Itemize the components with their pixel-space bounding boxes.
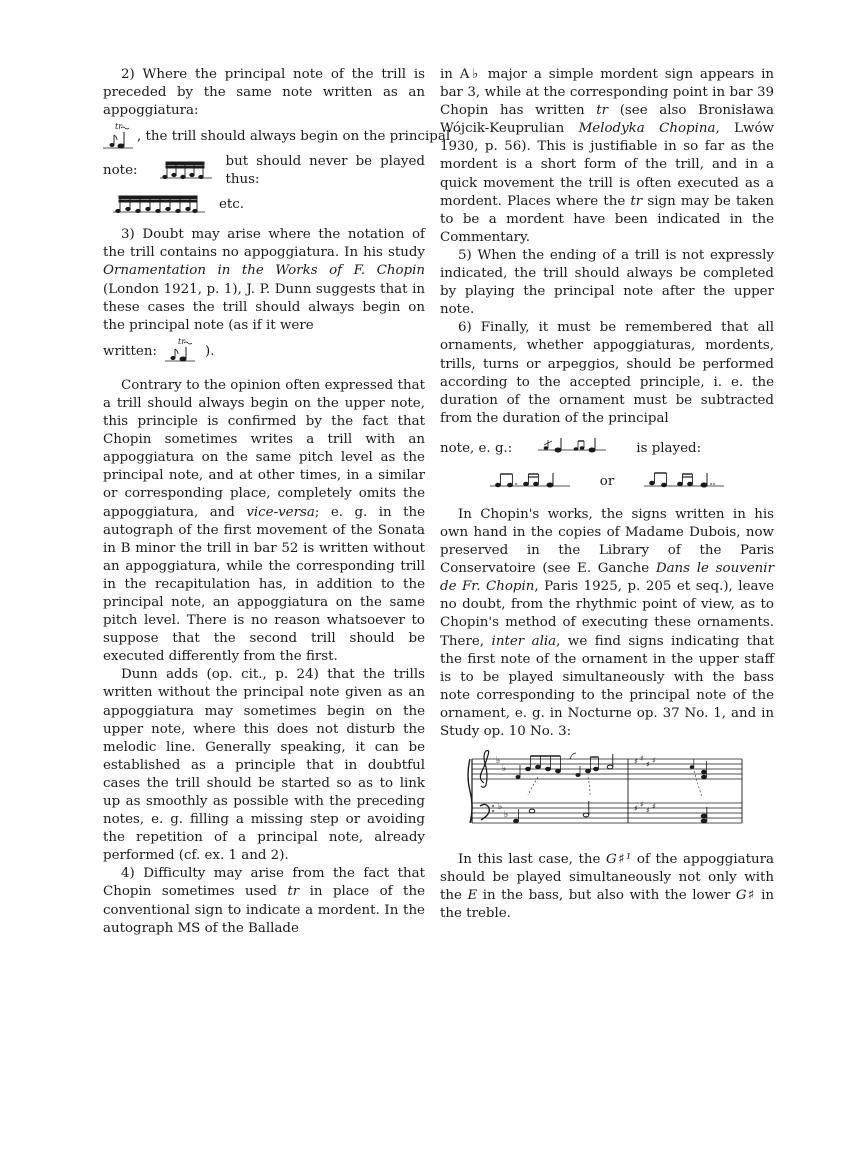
example-2-row xyxy=(103,154,425,188)
paragraph-8-text-b: of the appoggiatura should be played simultaneously not only with the xyxy=(440,852,775,904)
example-4-row xyxy=(103,335,425,369)
tr-sign: tr xyxy=(287,884,300,900)
principal-note-trill-icon xyxy=(165,337,195,367)
execution-example-1-icon xyxy=(490,470,570,494)
correct-trill-execution-icon xyxy=(160,158,212,184)
svg-text:♯: ♯ xyxy=(634,757,638,767)
svg-text:♯: ♯ xyxy=(652,802,656,812)
paragraph-2-intro: 2) Where the principal note of the trill is preceded by the same note written as an appoggiatura: xyxy=(103,67,425,119)
is-played-label: is played: xyxy=(636,440,702,456)
paragraph-7-text-a: In Chopin's works, the signs written in his own hand in the copies of Madame Dubois, now preserved in the Library of the Paris Conservatoire (see E. Ganche xyxy=(440,506,774,577)
execution-example-2-icon xyxy=(644,470,724,494)
svg-text:♭: ♭ xyxy=(504,810,509,821)
vice-versa-term: vice-versa xyxy=(246,504,315,520)
paragraph-3-text-b: (London 1921, p. 1), J. P. Dunn suggests that in these cases the trill should always begin on the principal note (as if it were xyxy=(103,281,425,333)
paragraph-dunn: Dunn adds (op. cit., p. 24) that the trills written without the principal note given as an appoggiatura may sometimes begin on the upper note, where this does not disturb the melodic line. Generally speaking, it can be established as a principle that in doubtful cases the trill should be started so as to link up as smoothly as possible with the preceding notes, e. g. filling a missing step or avoiding the repetition of a principal note, already performed (cf. ex. 1 and 2). xyxy=(103,667,425,864)
paragraph-7-text-b: , Paris 1925, p. 205 et seq.), leave no doubt, from the rhythmic point of view, as to Chopin's method of executing these ornaments. There, xyxy=(440,579,774,649)
svg-text:♭: ♭ xyxy=(498,802,503,813)
paragraph-8-text-c: in the bass, but also with the lower xyxy=(477,888,736,904)
svg-text:♯: ♯ xyxy=(646,806,650,816)
svg-text:♯: ♯ xyxy=(634,804,638,814)
g-sharp-note: G♯¹ xyxy=(606,852,632,868)
paragraph-contrary-text-b: ; e. g. in the autograph of the first movement of the Sonata in B minor the trill in bar 52 is written without an appoggiatura, while the corresponding trill in the recapitulation has, in addition to the principal note, an appoggiatura on the same pitch level. There is no reason whatsoever to suppose that the second trill should be executed differently from the first. xyxy=(103,504,425,665)
paragraph-4-continued xyxy=(440,66,774,247)
paragraph-4c-text-a: in A♭ major a simple mordent sign appears in bar 3, while at the corresponding point in bar 39 Chopin has written xyxy=(440,67,774,119)
paragraph-2-but: but should never be played thus: xyxy=(225,154,425,188)
music-score-example xyxy=(440,751,774,835)
etc-label: etc. xyxy=(219,197,245,213)
paragraph-4c-text-c: , Lwów 1930, p. 56). This is justifiable in so far as the mordent is a short form of the trill, and in a quick movement the trill is often executed as a mordent. Places where the xyxy=(440,121,774,209)
example-ornament-row xyxy=(440,432,774,466)
paragraph-5: 5) When the ending of a trill is not expressly indicated, the trill should always be completed by playing the principal note after the upper note. xyxy=(440,247,774,318)
paragraph-7 xyxy=(440,506,774,741)
tr-sign: tr xyxy=(630,193,643,209)
example-3-row xyxy=(103,188,425,222)
paragraph-contrary-text-a: Contrary to the opinion often expressed that a trill should always begin on the upper note, this principle is confirmed by the fact that Chopin sometimes writes a trill with an appoggiatura on the same pitch level as the principal note, and at other times, in a similar or corresponding place, completely omits the appoggiatura, and xyxy=(103,377,425,520)
lower-g-sharp-note: G♯ xyxy=(735,888,756,904)
paragraph-6: 6) Finally, it must be remembered that all ornaments, whether appoggiaturas, mordents, trills, turns or arpeggios, should be performed according to the accepted principle, i. e. the duration of the ornament must be subtracted from the duration of the principal xyxy=(440,320,774,426)
written-label: written: xyxy=(103,343,157,359)
note-label: note: xyxy=(103,163,138,179)
eg-label: note, e. g.: xyxy=(440,440,513,456)
right-column xyxy=(440,66,774,923)
svg-text:♯: ♯ xyxy=(646,760,650,770)
paragraph-8-text-a: In this last case, the xyxy=(458,852,607,868)
left-column xyxy=(103,66,451,938)
svg-text:♭: ♭ xyxy=(496,756,501,767)
paragraph-8 xyxy=(440,851,774,923)
paragraph-7-text-c: , we find signs indicating that the first note of the ornament in the upper staff is to be played simultaneously with the bass note corresponding to the principal note of the ornament, e. g. in Nocturne op. 37 No. 1, and in Study op. 10 No. 3: xyxy=(440,633,775,739)
svg-text:tr: tr xyxy=(115,122,123,132)
paragraph-contrary xyxy=(103,377,425,667)
paragraph-4-text-b: in place of the conventional sign to indicate a mordent. In the autograph MS of the Ballade xyxy=(103,884,425,936)
incorrect-trill-execution-icon xyxy=(113,192,205,218)
execution-examples-row xyxy=(440,466,774,498)
svg-text:♯: ♯ xyxy=(640,754,644,764)
svg-text:tr: tr xyxy=(177,336,186,346)
paragraph-3 xyxy=(103,226,425,335)
paragraph-4c-text-d: sign may be taken to be a mordent have been indicated in the Commentary. xyxy=(440,193,774,245)
or-label: or xyxy=(599,473,615,489)
paragraph-4c-text-b: (see also Bronisława Wójcik-Keuprulian xyxy=(440,103,774,137)
ganche-book-title: Dans le souvenir de Fr. Chopin xyxy=(440,561,774,595)
example-1-row xyxy=(103,120,451,154)
paragraph-8-text-d: in the treble. xyxy=(440,888,775,922)
melodyka-title: Melodyka Chopina xyxy=(578,121,716,137)
paragraph-3-text-a: 3) Doubt may arise where the notation of the trill contains no appoggiatura. In his study xyxy=(103,227,425,261)
paragraph-3-book-title: Ornamentation in the Works of F. Chopin xyxy=(103,263,425,279)
ornament-notation-icon xyxy=(538,436,606,462)
appoggiatura-trill-example-icon xyxy=(103,122,133,152)
paragraph-2-after-example-1: , the trill should always begin on the principal xyxy=(137,129,451,145)
e-note: E xyxy=(467,888,478,904)
svg-text:♭: ♭ xyxy=(502,764,507,775)
paragraph-4 xyxy=(103,865,425,937)
inter-alia-term: inter alia xyxy=(491,633,557,649)
svg-text:♯: ♯ xyxy=(652,756,656,766)
paragraph-3-close: ). xyxy=(204,343,215,359)
svg-text:♯: ♯ xyxy=(640,800,644,810)
piano-score-icon xyxy=(468,751,746,835)
tr-sign: tr xyxy=(596,103,609,119)
paragraph-4-text-a: 4) Difficulty may arise from the fact that Chopin sometimes used xyxy=(103,866,425,900)
